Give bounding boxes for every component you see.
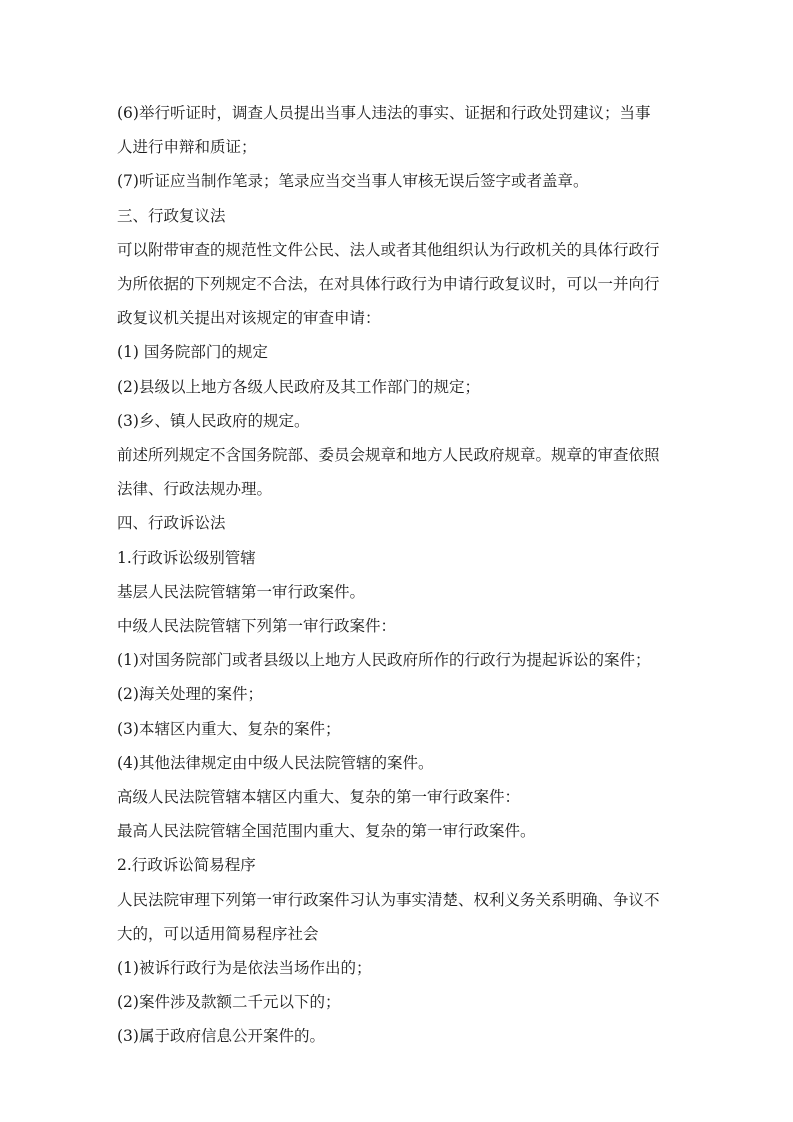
- paragraph-rules-exclusion-1: 前述所列规定不含国务院部、委员会规章和地方人民政府规章。规章的审查依照: [117, 446, 660, 465]
- section-heading-administrative-reconsideration: 三、行政复议法: [117, 206, 226, 225]
- list-item-intermediate-4: (4)其他法律规定由中级人民法院管辖的案件。: [117, 753, 434, 772]
- list-item-intermediate-2: (2)海关处理的案件；: [117, 685, 263, 704]
- list-item-hearing-6: (6)举行听证时，调查人员提出当事人违法的事实、证据和行政处罚建议；当事: [117, 104, 651, 122]
- paragraph-simplified-intro-1: 人民法院审理下列第一审行政案件习认为事实清楚、权利义务关系明确、争议不: [117, 890, 660, 909]
- paragraph-supreme-court: 最高人民法院管辖全国范围内重大、复杂的第一审行政案件。: [117, 822, 536, 841]
- list-item-simplified-3: (3)属于政府信息公开案件的。: [117, 1027, 325, 1046]
- document-page: [117, 96, 681, 1054]
- paragraph-high-court: 高级人民法院管辖本辖区内重大、复杂的第一审行政案件：: [117, 788, 521, 807]
- paragraph-simplified-intro-2: 大的，可以适用简易程序社会: [117, 924, 319, 943]
- section-heading-administrative-litigation: 四、行政诉讼法: [117, 514, 226, 533]
- list-item-reconsideration-1: (1) 国务院部门的规定: [117, 343, 268, 362]
- paragraph-basic-court: 基层人民法院管辖第一审行政案件。: [117, 582, 366, 601]
- list-item-simplified-2: (2)案件涉及款额二千元以下的；: [117, 993, 341, 1012]
- subheading-simplified-procedure: 2.行政诉讼简易程序: [117, 856, 256, 875]
- list-item-reconsideration-3: (3)乡、镇人民政府的规定。: [117, 411, 310, 430]
- list-item-reconsideration-2: (2)县级以上地方各级人民政府及其工作部门的规定；: [117, 377, 480, 396]
- paragraph-reconsideration-intro-2: 为所依据的下列规定不合法，在对具体行政行为申请行政复议时，可以一并向行: [117, 275, 660, 294]
- list-item-simplified-1: (1)被诉行政行为是依法当场作出的；: [117, 959, 372, 978]
- subheading-jurisdiction-levels: 1.行政诉讼级别管辖: [117, 548, 256, 567]
- list-item-intermediate-1: (1)对国务院部门或者县级以上地方人民政府所作的行政行为提起诉讼的案件；: [117, 651, 651, 670]
- list-item-hearing-6-cont: 人进行申辩和质证；: [117, 138, 257, 157]
- paragraph-reconsideration-intro-3: 政复议机关提出对该规定的审查申请：: [117, 309, 381, 328]
- paragraph-rules-exclusion-2: 法律、行政法规办理。: [117, 480, 273, 499]
- paragraph-intermediate-court: 中级人民法院管辖下列第一审行政案件：: [117, 617, 397, 636]
- paragraph-reconsideration-intro-1: 可以附带审查的规范性文件公民、法人或者其他组织认为行政机关的具体行政行: [117, 240, 660, 259]
- list-item-intermediate-3: (3)本辖区内重大、复杂的案件；: [117, 719, 341, 738]
- list-item-hearing-7: (7)听证应当制作笔录；笔录应当交当事人审核无误后签字或者盖章。: [117, 172, 589, 191]
